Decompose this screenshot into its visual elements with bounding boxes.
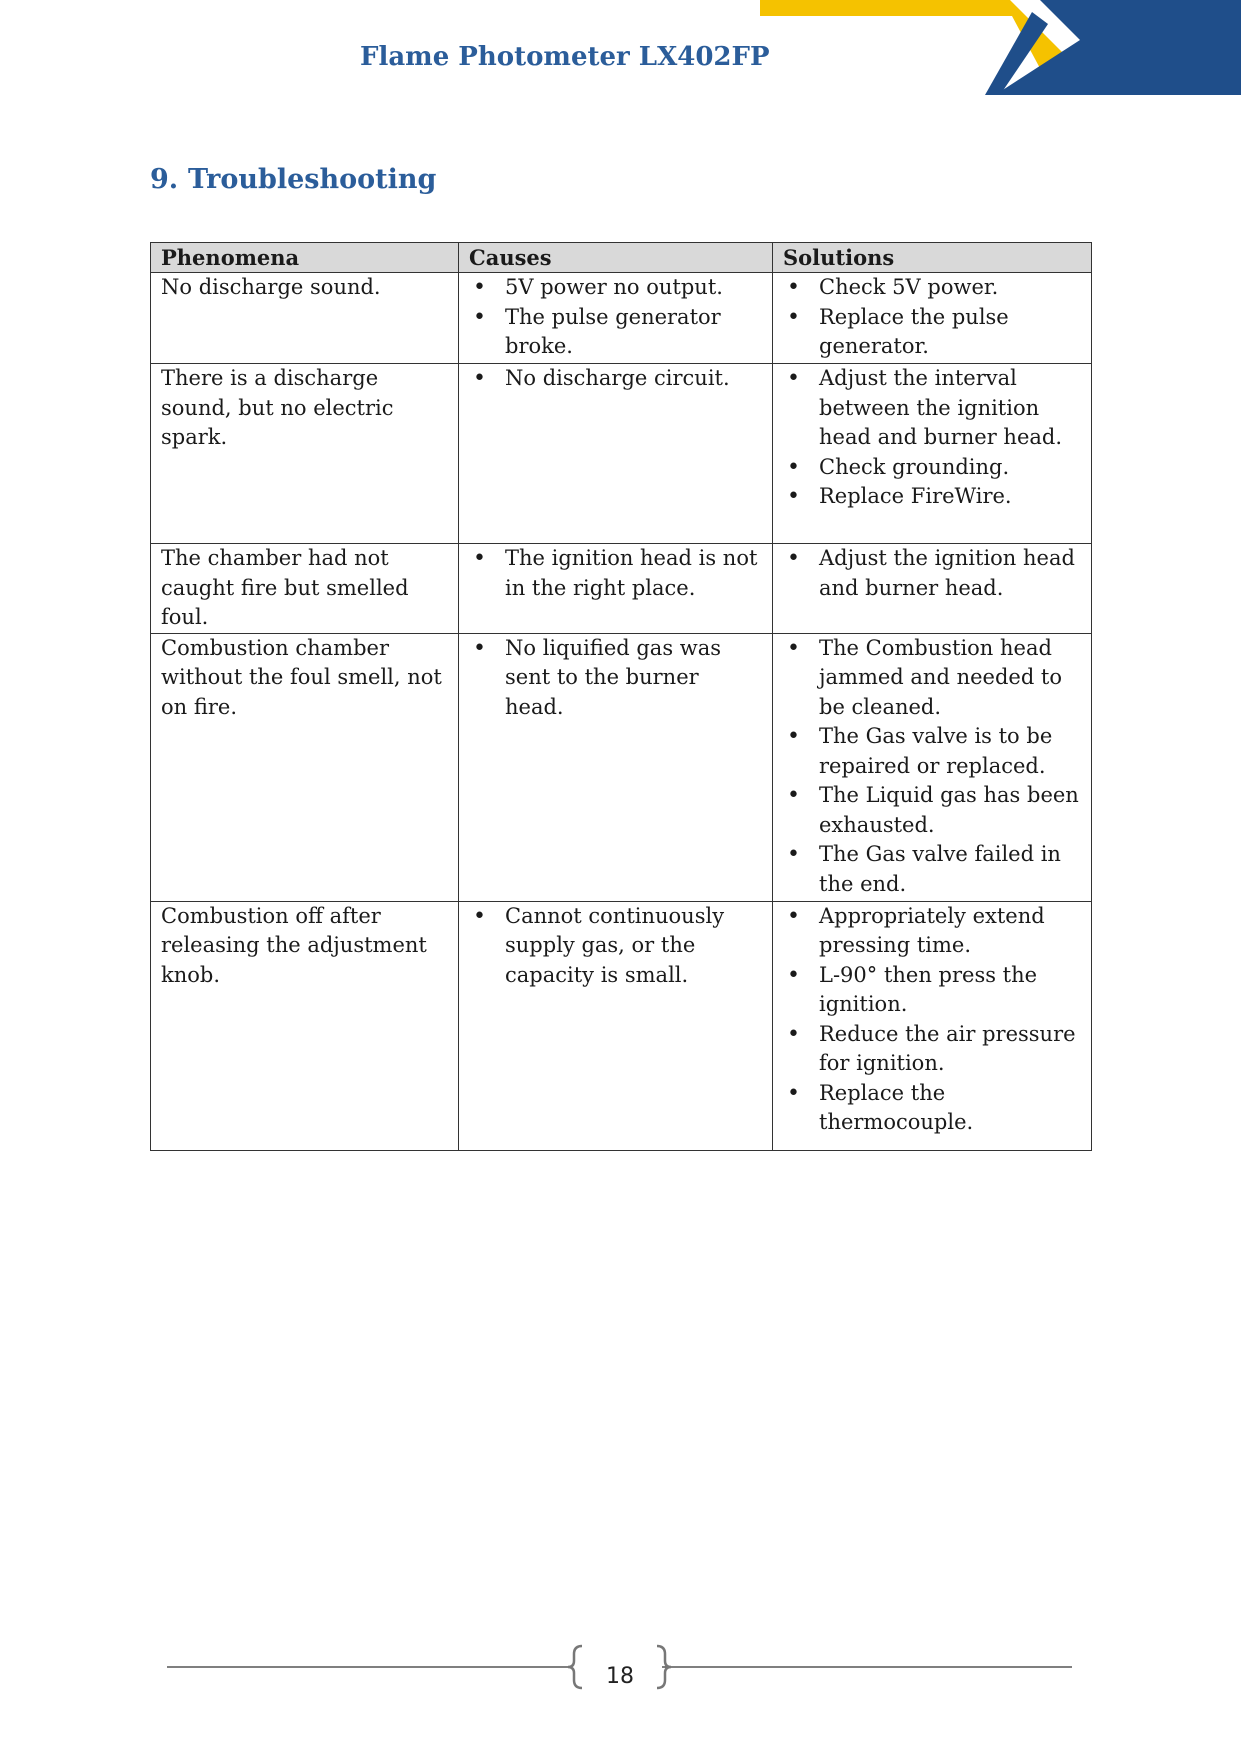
solutions-cell xyxy=(773,633,1092,901)
solution-item: • Replace the pulse generator. xyxy=(819,303,1081,362)
cause-item: • No discharge circuit. xyxy=(505,364,762,394)
cause-item: • No liquified gas was sent to the burner head. xyxy=(505,634,762,723)
solution-item: • The Gas valve is to be repaired or replaced. xyxy=(819,722,1081,781)
troubleshooting-table xyxy=(150,242,1092,1151)
section-heading xyxy=(150,164,436,195)
phenomena-cell: There is a discharge sound, but no electric spark. xyxy=(151,364,459,544)
causes-cell xyxy=(459,544,773,634)
section-title: Troubleshooting xyxy=(188,164,437,195)
header-phenomena: Phenomena xyxy=(151,243,459,273)
header-causes: Causes xyxy=(459,243,773,273)
solution-item: • Replace FireWire. xyxy=(819,482,1081,512)
solution-item: • The Liquid gas has been exhausted. xyxy=(819,781,1081,840)
section-number: 9. xyxy=(150,164,179,195)
document-header-title: Flame Photometer LX402FP xyxy=(360,42,770,72)
table-row xyxy=(151,633,1092,901)
solution-item: • Replace the thermocouple. xyxy=(819,1079,1081,1138)
table-row xyxy=(151,901,1092,1150)
solution-item: • The Combustion head jammed and needed to be cleaned. xyxy=(819,634,1081,723)
phenomena-cell: No discharge sound. xyxy=(151,273,459,364)
solution-item: • Reduce the air pressure for ignition. xyxy=(819,1020,1081,1079)
header-solutions: Solutions xyxy=(773,243,1092,273)
solution-item: • Check 5V power. xyxy=(819,273,1081,303)
cause-item: • Cannot continuously supply gas, or the capacity is small. xyxy=(505,902,762,991)
page-number: 18 xyxy=(606,1664,634,1689)
table-row xyxy=(151,364,1092,544)
causes-cell xyxy=(459,364,773,544)
phenomena-cell: The chamber had not caught fire but smelled foul. xyxy=(151,544,459,634)
solutions-cell xyxy=(773,901,1092,1150)
solution-item: • Appropriately extend pressing time. xyxy=(819,902,1081,961)
table-row xyxy=(151,544,1092,634)
solutions-cell xyxy=(773,273,1092,364)
table-header-row xyxy=(151,243,1092,273)
solutions-cell xyxy=(773,544,1092,634)
solution-item: • L-90° then press the ignition. xyxy=(819,961,1081,1020)
cause-item: • The ignition head is not in the right place. xyxy=(505,544,762,603)
cause-item: • 5V power no output. xyxy=(505,273,762,303)
causes-cell xyxy=(459,901,773,1150)
table-row xyxy=(151,273,1092,364)
solutions-cell xyxy=(773,364,1092,544)
causes-cell xyxy=(459,273,773,364)
solution-item: • Adjust the interval between the ignition head and burner head. xyxy=(819,364,1081,453)
solution-item: • Check grounding. xyxy=(819,453,1081,483)
solution-item: • Adjust the ignition head and burner head. xyxy=(819,544,1081,603)
phenomena-cell: Combustion chamber without the foul smell, not on fire. xyxy=(151,633,459,901)
cause-item: • The pulse generator broke. xyxy=(505,303,762,362)
solution-item: • The Gas valve failed in the end. xyxy=(819,840,1081,899)
phenomena-cell: Combustion off after releasing the adjustment knob. xyxy=(151,901,459,1150)
causes-cell xyxy=(459,633,773,901)
